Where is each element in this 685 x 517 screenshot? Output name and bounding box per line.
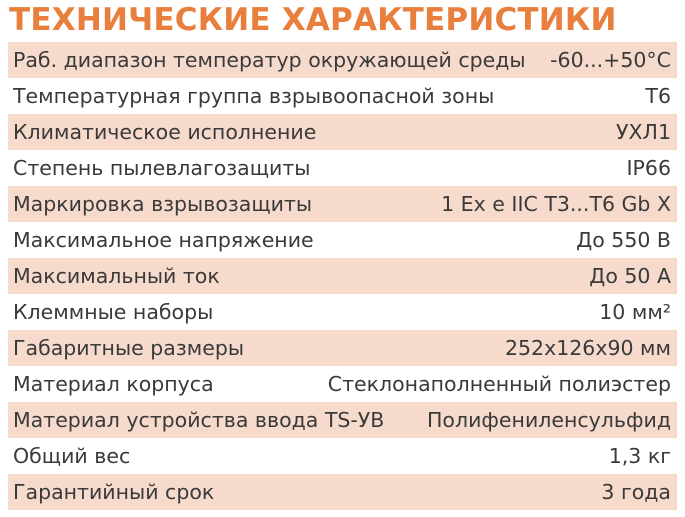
row-label: Максимальное напряжение xyxy=(13,228,314,252)
page-title: ТЕХНИЧЕСКИЕ ХАРАКТЕРИСТИКИ xyxy=(9,2,617,38)
table-row xyxy=(8,474,677,510)
row-label: Маркировка взрывозащиты xyxy=(13,192,313,216)
row-label: Максимальный ток xyxy=(13,264,220,288)
row-value: 1,3 кг xyxy=(608,444,671,468)
row-value: IP66 xyxy=(626,156,671,180)
row-value: Стеклонаполненный полиэстер xyxy=(327,372,671,396)
table-row xyxy=(8,78,677,114)
row-value: До 50 А xyxy=(589,264,671,288)
row-label: Материал устройства ввода TS-УВ xyxy=(13,408,385,432)
row-value: 3 года xyxy=(601,480,671,504)
table-row xyxy=(8,42,677,78)
table-row xyxy=(8,402,677,438)
table-row xyxy=(8,366,677,402)
row-value: T6 xyxy=(645,84,671,108)
specs-table xyxy=(8,42,677,510)
table-row xyxy=(8,222,677,258)
table-row xyxy=(8,186,677,222)
row-label: Габаритные размеры xyxy=(13,336,245,360)
row-label: Температурная группа взрывоопасной зоны xyxy=(13,84,495,108)
table-row xyxy=(8,150,677,186)
row-value: -60...+50°C xyxy=(550,48,671,72)
row-label: Раб. диапазон температур окружающей среды xyxy=(13,48,526,72)
row-value: Полифениленсульфид xyxy=(427,408,671,432)
row-label: Климатическое исполнение xyxy=(13,120,317,144)
table-row xyxy=(8,294,677,330)
row-label: Материал корпуса xyxy=(13,372,214,396)
row-value: УХЛ1 xyxy=(616,120,671,144)
row-value: 1 Ex e IIC T3...T6 Gb X xyxy=(441,192,671,216)
row-label: Общий вес xyxy=(13,444,131,468)
row-value: 10 мм² xyxy=(599,300,671,324)
table-row xyxy=(8,114,677,150)
row-label: Степень пылевлагозащиты xyxy=(13,156,311,180)
row-label: Клеммные наборы xyxy=(13,300,214,324)
table-row xyxy=(8,438,677,474)
row-value: 252х126х90 мм xyxy=(504,336,671,360)
table-row xyxy=(8,330,677,366)
table-row xyxy=(8,258,677,294)
row-value: До 550 В xyxy=(576,228,671,252)
row-label: Гарантийный срок xyxy=(13,480,215,504)
